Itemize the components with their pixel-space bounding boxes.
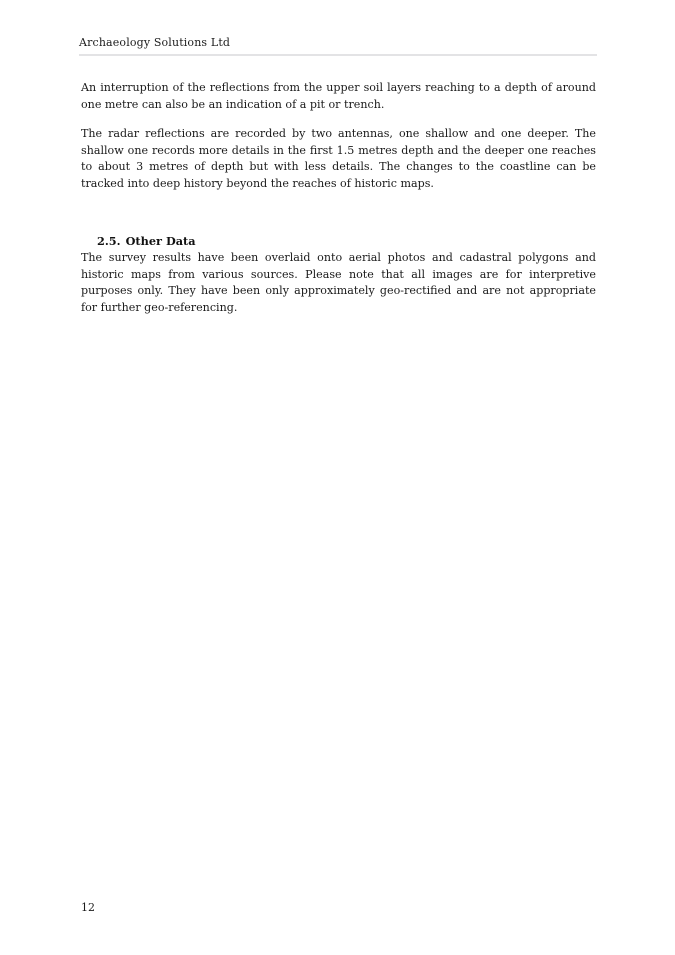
header-title: Archaeology Solutions Ltd	[79, 36, 231, 49]
paragraph-pit-trench-indication: An interruption of the reflections from the upper soil layers reaching to a depth of around one metre can also be an indication of a pit or trench.	[81, 81, 596, 111]
section-title: Other Data	[125, 234, 196, 248]
section-heading-other-data	[81, 234, 596, 249]
body-content	[81, 80, 596, 316]
paragraph-other-data-overlay: The survey results have been overlaid onto aerial photos and cadastral polygons and historic maps from various sources. Please note that all images are for interpretive purposes only. They have been only approximately geo-rectified and are not appropriate for further geo-referencing.	[81, 251, 596, 314]
paragraph-radar-antennas: The radar reflections are recorded by two antennas, one shallow and one deeper. The shallow one records more details in the first 1.5 metres depth and the deeper one reaches to about 3 metres of depth but with less details. The changes to the coastline can be tracked into deep history beyond the reaches of historic maps.	[81, 127, 596, 190]
section-number: 2.5.	[97, 234, 121, 248]
header-divider	[79, 54, 597, 56]
running-header	[79, 36, 597, 56]
page-number: 12	[81, 901, 95, 914]
section-other-data	[81, 234, 596, 316]
